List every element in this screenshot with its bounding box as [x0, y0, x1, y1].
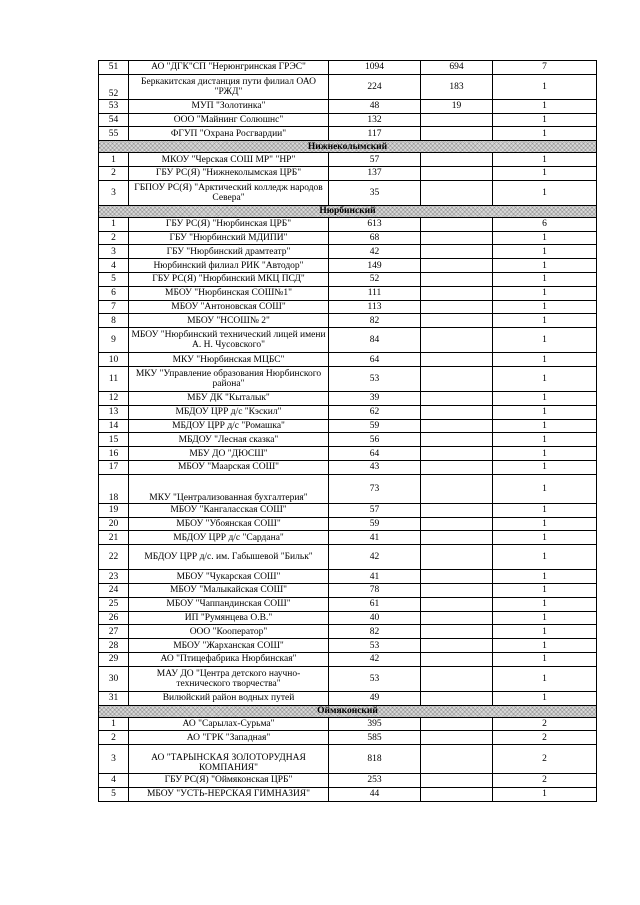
organization-name-cell: ГБПОУ РС(Я) "Арктический колледж народов Севера" [129, 180, 329, 205]
value-a-cell: 41 [329, 531, 421, 545]
value-b-cell [421, 625, 493, 639]
row-number-cell: 4 [99, 774, 129, 788]
value-a-cell: 117 [329, 127, 421, 141]
row-number-cell: 23 [99, 570, 129, 584]
value-a-cell: 49 [329, 691, 421, 705]
organization-name-cell: МБОУ "Чукарская СОШ" [129, 570, 329, 584]
value-c-cell: 1 [493, 531, 597, 545]
value-a-cell: 64 [329, 447, 421, 461]
table-row [99, 517, 597, 531]
value-c-cell: 1 [493, 245, 597, 259]
row-number-cell: 12 [99, 391, 129, 405]
section-header-row [99, 205, 597, 217]
value-a-cell: 61 [329, 597, 421, 611]
value-a-cell: 111 [329, 286, 421, 300]
row-number-cell: 3 [99, 180, 129, 205]
value-b-cell [421, 545, 493, 570]
row-number-cell: 5 [99, 787, 129, 801]
value-c-cell: 1 [493, 366, 597, 391]
value-c-cell: 1 [493, 652, 597, 666]
table-row [99, 99, 597, 113]
organization-name-cell: МБДОУ "Лесная сказка" [129, 433, 329, 447]
organization-name-cell: МБОУ "Жарханская СОШ" [129, 639, 329, 653]
table-row [99, 405, 597, 419]
value-a-cell: 53 [329, 366, 421, 391]
value-b-cell [421, 774, 493, 788]
organization-name-cell: АО "ДГК"СП "Нерюнгринская ГРЭС" [129, 61, 329, 75]
value-b-cell: 183 [421, 74, 493, 99]
value-c-cell: 1 [493, 272, 597, 286]
row-number-cell: 3 [99, 745, 129, 774]
table-row [99, 597, 597, 611]
table-row [99, 717, 597, 731]
organization-name-cell: ГБУ РС(Я) "Нюрбинская ЦРБ" [129, 217, 329, 231]
value-a-cell: 48 [329, 99, 421, 113]
row-number-cell: 55 [99, 127, 129, 141]
value-c-cell: 2 [493, 745, 597, 774]
value-c-cell: 7 [493, 61, 597, 75]
value-b-cell [421, 180, 493, 205]
value-c-cell: 1 [493, 328, 597, 353]
row-number-cell: 31 [99, 691, 129, 705]
value-c-cell: 1 [493, 231, 597, 245]
value-a-cell: 585 [329, 731, 421, 745]
table-row [99, 666, 597, 691]
row-number-cell: 1 [99, 717, 129, 731]
value-c-cell: 1 [493, 545, 597, 570]
value-a-cell: 42 [329, 652, 421, 666]
value-c-cell: 2 [493, 717, 597, 731]
organization-name-cell: АО "Сарылах-Сурьма" [129, 717, 329, 731]
value-c-cell: 1 [493, 691, 597, 705]
table-row [99, 180, 597, 205]
value-b-cell: 694 [421, 61, 493, 75]
organization-name-cell: ООО "Кооператор" [129, 625, 329, 639]
table-row [99, 353, 597, 367]
value-b-cell [421, 366, 493, 391]
row-number-cell: 6 [99, 286, 129, 300]
table-row [99, 583, 597, 597]
row-number-cell: 21 [99, 531, 129, 545]
value-b-cell [421, 153, 493, 167]
value-b-cell [421, 517, 493, 531]
value-c-cell: 1 [493, 153, 597, 167]
value-c-cell: 1 [493, 666, 597, 691]
table-row [99, 245, 597, 259]
organization-name-cell: ГБУ РС(Я) "Нижнеколымская ЦРБ" [129, 166, 329, 180]
value-a-cell: 62 [329, 405, 421, 419]
organization-name-cell: МБУ ДО "ДЮСШ" [129, 447, 329, 461]
table-row [99, 474, 597, 503]
organization-name-cell: АО "Птицефабрика Нюрбинская" [129, 652, 329, 666]
value-c-cell: 6 [493, 217, 597, 231]
table-row [99, 74, 597, 99]
value-a-cell: 42 [329, 245, 421, 259]
organization-name-cell: ГБУ "Нюрбинский МДИПИ" [129, 231, 329, 245]
value-b-cell [421, 691, 493, 705]
organization-name-cell: ГБУ "Нюрбинский драмтеатр" [129, 245, 329, 259]
value-c-cell: 1 [493, 583, 597, 597]
row-number-cell: 2 [99, 731, 129, 745]
value-a-cell: 43 [329, 460, 421, 474]
value-c-cell: 1 [493, 300, 597, 314]
value-b-cell [421, 531, 493, 545]
value-b-cell [421, 245, 493, 259]
value-b-cell [421, 353, 493, 367]
value-c-cell: 1 [493, 419, 597, 433]
table-row [99, 731, 597, 745]
value-c-cell: 1 [493, 460, 597, 474]
value-b-cell [421, 460, 493, 474]
row-number-cell: 22 [99, 545, 129, 570]
value-c-cell: 1 [493, 166, 597, 180]
row-number-cell: 18 [99, 474, 129, 503]
value-a-cell: 224 [329, 74, 421, 99]
value-a-cell: 137 [329, 166, 421, 180]
value-c-cell: 2 [493, 731, 597, 745]
organization-name-cell: МБОУ "Нюрбинская СОШ№1" [129, 286, 329, 300]
row-number-cell: 17 [99, 460, 129, 474]
value-c-cell: 1 [493, 314, 597, 328]
value-a-cell: 132 [329, 113, 421, 127]
value-b-cell [421, 503, 493, 517]
section-title: Оймяконский [99, 705, 597, 717]
value-c-cell: 1 [493, 517, 597, 531]
value-a-cell: 41 [329, 570, 421, 584]
row-number-cell: 19 [99, 503, 129, 517]
value-c-cell: 1 [493, 259, 597, 273]
row-number-cell: 52 [99, 74, 129, 99]
value-a-cell: 57 [329, 153, 421, 167]
value-a-cell: 82 [329, 314, 421, 328]
value-a-cell: 40 [329, 611, 421, 625]
value-a-cell: 59 [329, 419, 421, 433]
value-a-cell: 1094 [329, 61, 421, 75]
organization-name-cell: МКОУ "Черская СОШ МР" "НР" [129, 153, 329, 167]
table-row [99, 774, 597, 788]
table-body [99, 61, 597, 802]
value-c-cell: 1 [493, 353, 597, 367]
value-b-cell [421, 474, 493, 503]
value-b-cell [421, 583, 493, 597]
value-b-cell [421, 447, 493, 461]
value-c-cell: 1 [493, 286, 597, 300]
organization-name-cell: МБОУ "НСОШ№ 2" [129, 314, 329, 328]
value-a-cell: 53 [329, 639, 421, 653]
value-b-cell [421, 272, 493, 286]
value-c-cell: 1 [493, 787, 597, 801]
value-c-cell: 1 [493, 447, 597, 461]
value-b-cell [421, 666, 493, 691]
table-row [99, 272, 597, 286]
row-number-cell: 29 [99, 652, 129, 666]
value-a-cell: 64 [329, 353, 421, 367]
value-c-cell: 1 [493, 597, 597, 611]
row-number-cell: 11 [99, 366, 129, 391]
value-b-cell: 19 [421, 99, 493, 113]
organization-name-cell: МКУ "Управление образования Нюрбинского района" [129, 366, 329, 391]
table-row [99, 570, 597, 584]
table-row [99, 611, 597, 625]
value-c-cell: 1 [493, 503, 597, 517]
row-number-cell: 26 [99, 611, 129, 625]
row-number-cell: 9 [99, 328, 129, 353]
value-c-cell: 1 [493, 99, 597, 113]
row-number-cell: 7 [99, 300, 129, 314]
table-row [99, 745, 597, 774]
value-b-cell [421, 259, 493, 273]
organization-name-cell: МКУ "Централизованная бухгалтерия" [129, 474, 329, 503]
value-b-cell [421, 405, 493, 419]
value-c-cell: 1 [493, 611, 597, 625]
value-b-cell [421, 231, 493, 245]
organization-name-cell: МБДОУ ЦРР д/с "Кэскил" [129, 405, 329, 419]
value-b-cell [421, 731, 493, 745]
organization-name-cell: МБДОУ ЦРР д/с "Сардана" [129, 531, 329, 545]
value-a-cell: 395 [329, 717, 421, 731]
table-row [99, 419, 597, 433]
organization-name-cell: ФГУП "Охрана Росгвардии" [129, 127, 329, 141]
table-row [99, 217, 597, 231]
table-row [99, 503, 597, 517]
row-number-cell: 27 [99, 625, 129, 639]
value-a-cell: 613 [329, 217, 421, 231]
value-b-cell [421, 328, 493, 353]
row-number-cell: 10 [99, 353, 129, 367]
table-row [99, 460, 597, 474]
table-row [99, 391, 597, 405]
value-a-cell: 53 [329, 666, 421, 691]
value-a-cell: 149 [329, 259, 421, 273]
table-row [99, 545, 597, 570]
value-a-cell: 39 [329, 391, 421, 405]
organization-name-cell: Беркакитская дистанция пути филиал ОАО "РЖД" [129, 74, 329, 99]
value-c-cell: 1 [493, 405, 597, 419]
value-a-cell: 818 [329, 745, 421, 774]
table-row [99, 433, 597, 447]
organizations-table [98, 60, 597, 802]
table-row [99, 314, 597, 328]
row-number-cell: 1 [99, 153, 129, 167]
table-row [99, 231, 597, 245]
organization-name-cell: МБОУ "Нюрбинский технический лицей имени А. Н. Чусовского" [129, 328, 329, 353]
section-header-row [99, 705, 597, 717]
value-a-cell: 73 [329, 474, 421, 503]
value-b-cell [421, 639, 493, 653]
value-a-cell: 59 [329, 517, 421, 531]
organization-name-cell: МБОУ "УСТЬ-НЕРСКАЯ ГИМНАЗИЯ" [129, 787, 329, 801]
value-b-cell [421, 652, 493, 666]
value-c-cell: 1 [493, 433, 597, 447]
section-title: Нижнеколымский [99, 141, 597, 153]
value-b-cell [421, 611, 493, 625]
table-row [99, 447, 597, 461]
value-a-cell: 82 [329, 625, 421, 639]
value-c-cell: 1 [493, 127, 597, 141]
table-row [99, 300, 597, 314]
value-a-cell: 44 [329, 787, 421, 801]
organization-name-cell: МБДОУ ЦРР д/с "Ромашка" [129, 419, 329, 433]
row-number-cell: 28 [99, 639, 129, 653]
value-a-cell: 84 [329, 328, 421, 353]
organization-name-cell: ГБУ РС(Я) "Оймяконская ЦРБ" [129, 774, 329, 788]
organization-name-cell: АО "ТАРЫНСКАЯ ЗОЛОТОРУДНАЯ КОМПАНИЯ" [129, 745, 329, 774]
value-c-cell: 1 [493, 113, 597, 127]
value-c-cell: 1 [493, 391, 597, 405]
value-b-cell [421, 217, 493, 231]
table-row [99, 691, 597, 705]
organization-name-cell: МБУ ДК "Кыталык" [129, 391, 329, 405]
value-b-cell [421, 314, 493, 328]
organization-name-cell: АО "ГРК "Западная" [129, 731, 329, 745]
table-row [99, 531, 597, 545]
organization-name-cell: ООО "Майнинг Солюшнс" [129, 113, 329, 127]
row-number-cell: 14 [99, 419, 129, 433]
value-c-cell: 1 [493, 570, 597, 584]
organization-name-cell: ИП "Румянцева О.В." [129, 611, 329, 625]
table-row [99, 787, 597, 801]
table-row [99, 61, 597, 75]
value-c-cell: 1 [493, 474, 597, 503]
value-a-cell: 57 [329, 503, 421, 517]
value-b-cell [421, 166, 493, 180]
row-number-cell: 2 [99, 166, 129, 180]
value-a-cell: 113 [329, 300, 421, 314]
row-number-cell: 24 [99, 583, 129, 597]
value-b-cell [421, 391, 493, 405]
value-b-cell [421, 433, 493, 447]
row-number-cell: 2 [99, 231, 129, 245]
organization-name-cell: МБОУ "Кангаласская СОШ" [129, 503, 329, 517]
organization-name-cell: МБДОУ ЦРР д/с. им. Габышевой "Бильк" [129, 545, 329, 570]
row-number-cell: 13 [99, 405, 129, 419]
value-b-cell [421, 745, 493, 774]
organization-name-cell: МБОУ "Убоянская СОШ" [129, 517, 329, 531]
section-title: Нюрбинский [99, 205, 597, 217]
table-row [99, 286, 597, 300]
value-b-cell [421, 286, 493, 300]
section-header-row [99, 141, 597, 153]
value-b-cell [421, 419, 493, 433]
table-row [99, 366, 597, 391]
value-a-cell: 35 [329, 180, 421, 205]
row-number-cell: 1 [99, 217, 129, 231]
value-c-cell: 1 [493, 639, 597, 653]
row-number-cell: 3 [99, 245, 129, 259]
organization-name-cell: МАУ ДО "Центра детского научно-технического творчества" [129, 666, 329, 691]
value-a-cell: 68 [329, 231, 421, 245]
organization-name-cell: МБОУ "Малыкайская СОШ" [129, 583, 329, 597]
row-number-cell: 4 [99, 259, 129, 273]
organization-name-cell: МБОУ "Маарская СОШ" [129, 460, 329, 474]
table-row [99, 625, 597, 639]
organization-name-cell: ГБУ РС(Я) "Нюрбинский МКЦ ПСД" [129, 272, 329, 286]
value-b-cell [421, 127, 493, 141]
row-number-cell: 53 [99, 99, 129, 113]
row-number-cell: 51 [99, 61, 129, 75]
table-row [99, 113, 597, 127]
organization-name-cell: МКУ "Нюрбинская МЦБС" [129, 353, 329, 367]
value-a-cell: 42 [329, 545, 421, 570]
value-b-cell [421, 113, 493, 127]
table-row [99, 166, 597, 180]
table-row [99, 153, 597, 167]
table-row [99, 127, 597, 141]
row-number-cell: 15 [99, 433, 129, 447]
value-c-cell: 1 [493, 74, 597, 99]
table-row [99, 639, 597, 653]
value-c-cell: 1 [493, 625, 597, 639]
value-b-cell [421, 717, 493, 731]
value-b-cell [421, 570, 493, 584]
row-number-cell: 5 [99, 272, 129, 286]
row-number-cell: 54 [99, 113, 129, 127]
row-number-cell: 30 [99, 666, 129, 691]
row-number-cell: 25 [99, 597, 129, 611]
value-a-cell: 52 [329, 272, 421, 286]
value-c-cell: 2 [493, 774, 597, 788]
organization-name-cell: Нюрбинский филиал РИК "Автодор" [129, 259, 329, 273]
value-a-cell: 78 [329, 583, 421, 597]
value-b-cell [421, 787, 493, 801]
organization-name-cell: Вилюйский район водных путей [129, 691, 329, 705]
table-row [99, 259, 597, 273]
document-sheet [98, 60, 596, 802]
value-c-cell: 1 [493, 180, 597, 205]
value-b-cell [421, 300, 493, 314]
value-a-cell: 253 [329, 774, 421, 788]
organization-name-cell: МБОУ "Антоновская СОШ" [129, 300, 329, 314]
row-number-cell: 16 [99, 447, 129, 461]
row-number-cell: 8 [99, 314, 129, 328]
organization-name-cell: МБОУ "Чаппандинская СОШ" [129, 597, 329, 611]
value-b-cell [421, 597, 493, 611]
value-a-cell: 56 [329, 433, 421, 447]
row-number-cell: 20 [99, 517, 129, 531]
table-row [99, 652, 597, 666]
table-row [99, 328, 597, 353]
organization-name-cell: МУП "Золотинка" [129, 99, 329, 113]
